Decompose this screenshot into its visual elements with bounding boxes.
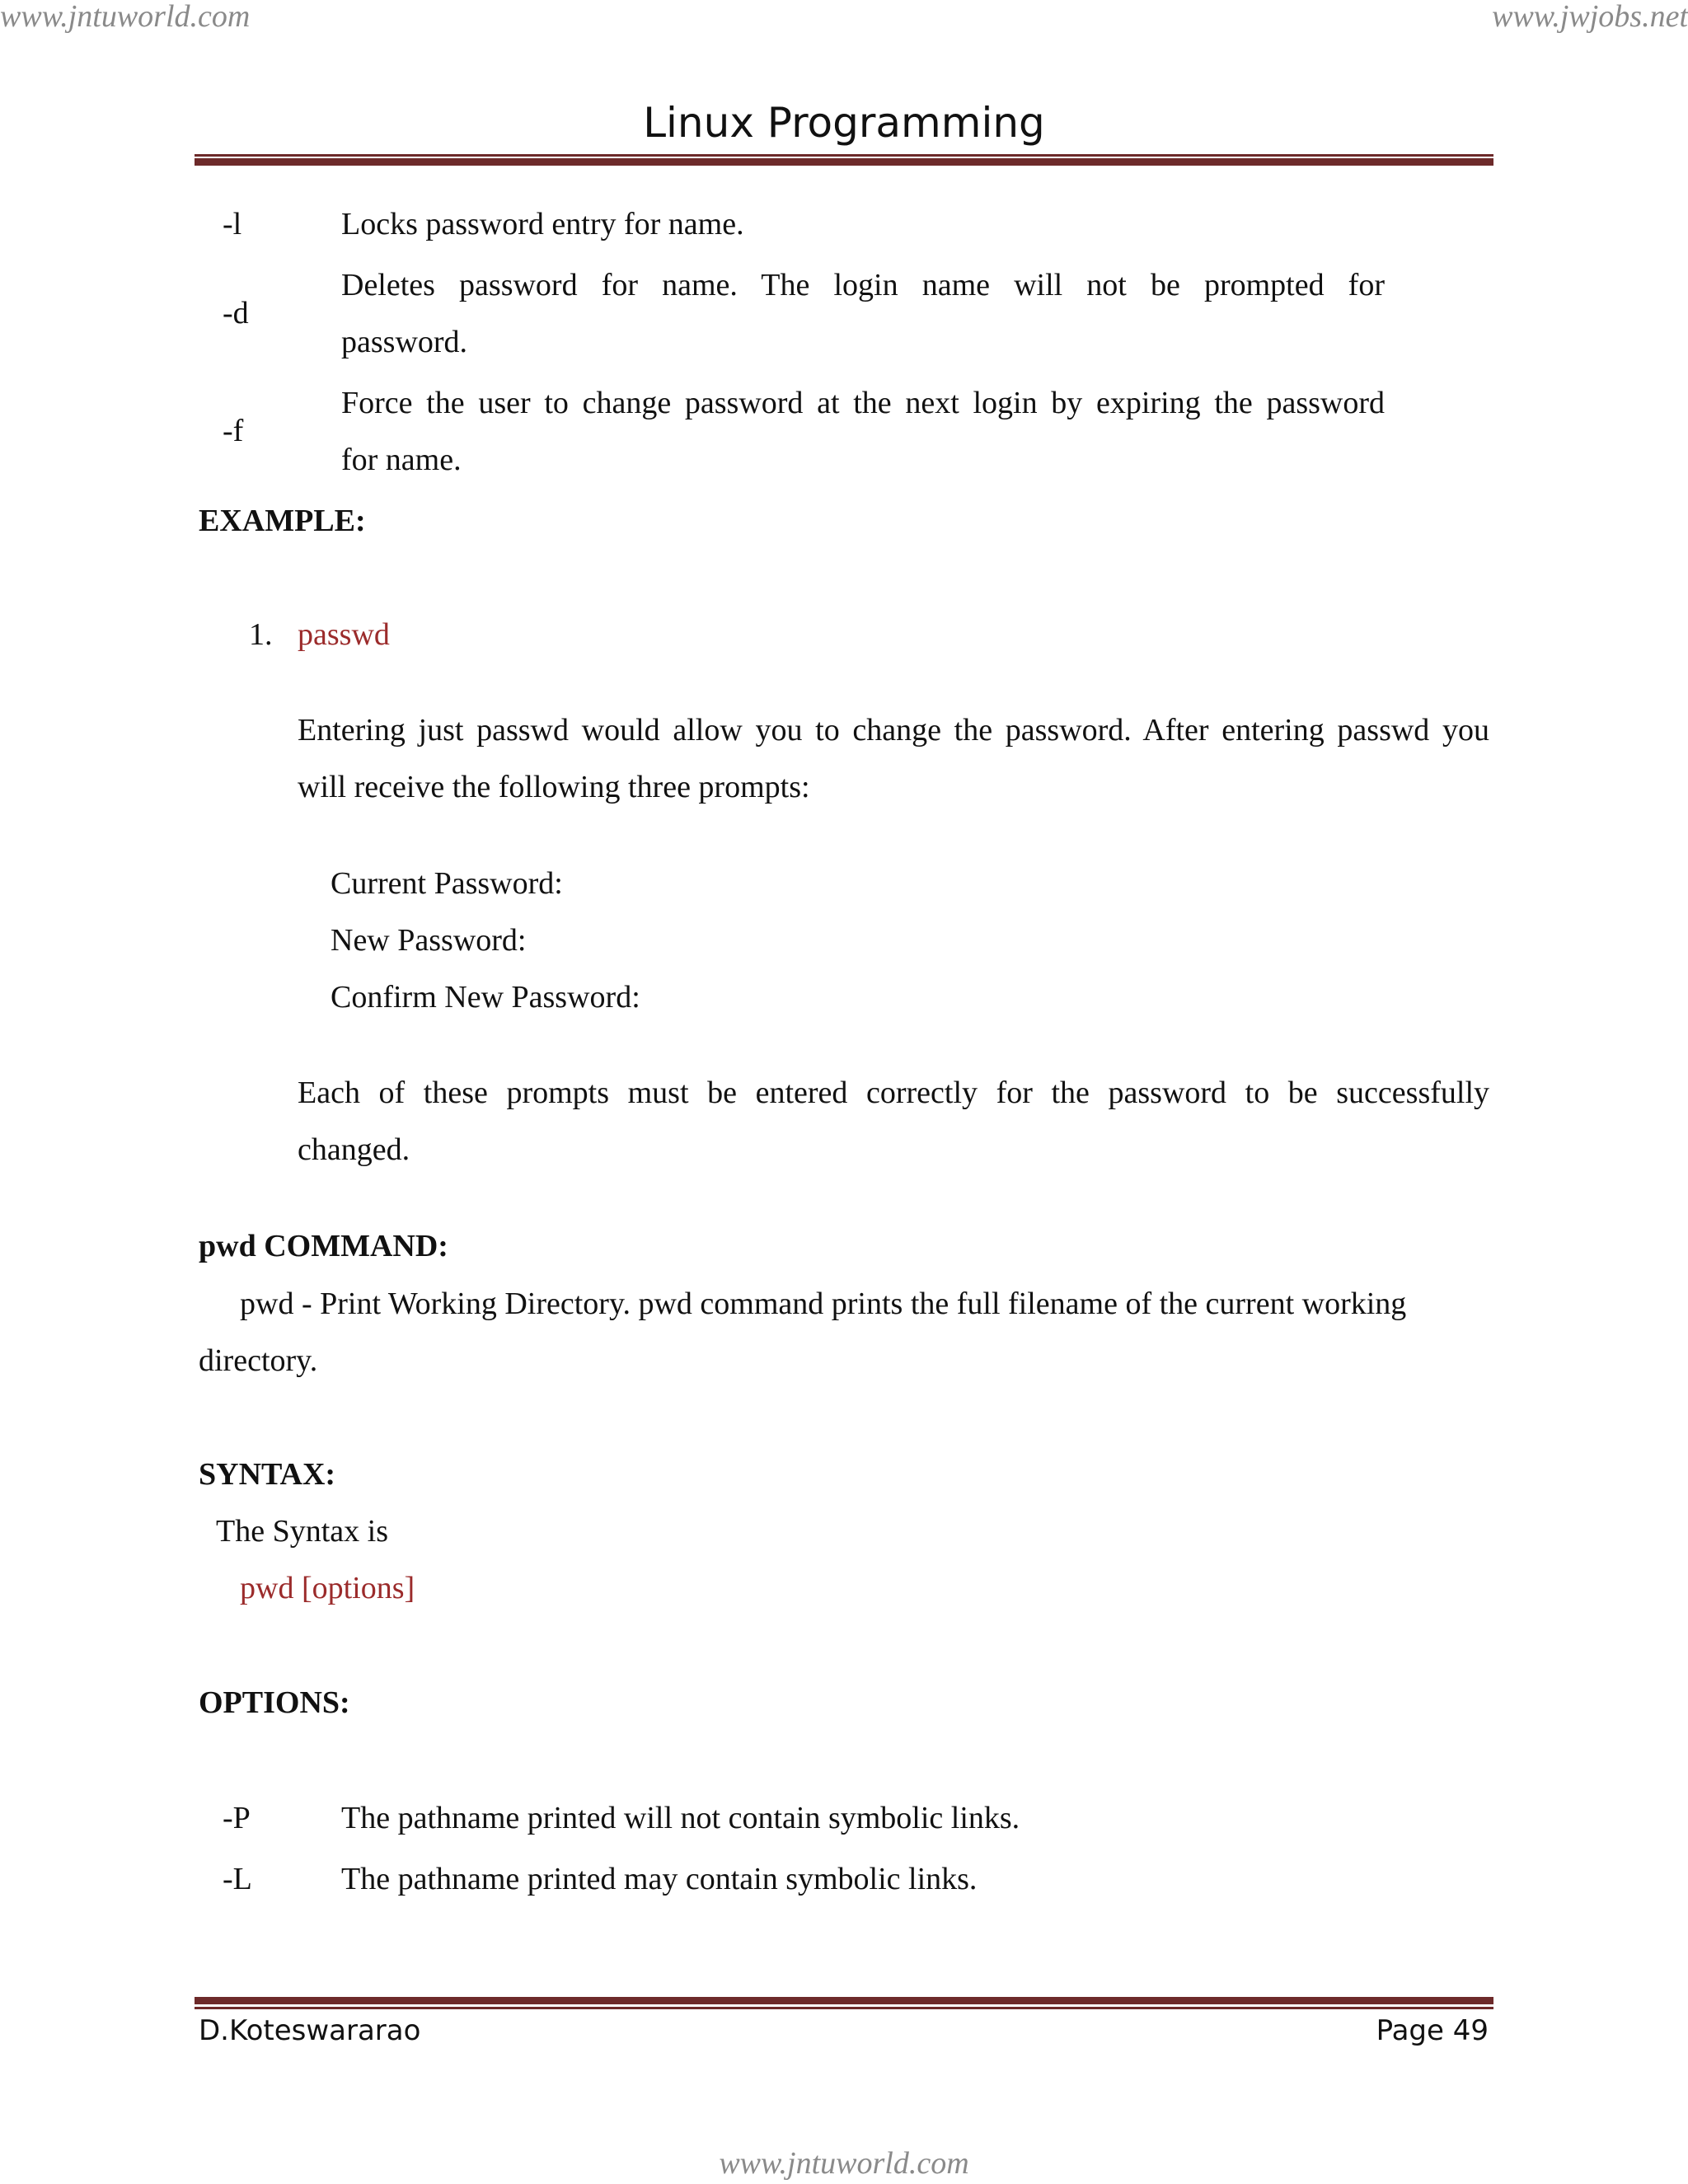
option-description: The pathname printed may contain symbolic links. xyxy=(341,1862,978,1896)
footer-page-number: Page 49 xyxy=(1376,2014,1489,2047)
watermark-top-left: www.jntuworld.com xyxy=(0,0,251,34)
example-closing-line: changed. xyxy=(298,1132,410,1167)
prompt-line: New Password: xyxy=(331,923,527,958)
prompt-line: Current Password: xyxy=(331,866,563,901)
pwd-description-line: directory. xyxy=(199,1343,318,1378)
watermark-top-right: www.jwjobs.net xyxy=(1492,0,1688,34)
option-description: Locks password entry for name. xyxy=(341,207,744,241)
option-description-line: for name. xyxy=(341,443,462,477)
watermark-bottom: www.jntuworld.com xyxy=(719,2146,969,2181)
footer-rule-thin xyxy=(195,2007,1493,2009)
header-rule-thick xyxy=(195,158,1493,166)
option-flag: -f xyxy=(223,414,244,448)
pwd-description-line: pwd - Print Working Directory. pwd command prints the full filename of the current working xyxy=(240,1286,1407,1321)
syntax-command: pwd [options] xyxy=(240,1571,415,1605)
document-title: Linux Programming xyxy=(643,99,1045,147)
options-heading: OPTIONS: xyxy=(199,1685,350,1720)
option-flag: -d xyxy=(223,296,249,330)
option-description: The pathname printed will not contain symbolic links. xyxy=(341,1801,1020,1835)
option-description-line: password. xyxy=(341,325,468,359)
option-flag: -l xyxy=(223,207,242,241)
example-closing-line: Each of these prompts must be entered correctly for the password to be successfully xyxy=(298,1076,1489,1110)
example-closing xyxy=(298,1065,1489,1179)
syntax-intro: The Syntax is xyxy=(216,1514,388,1549)
option-description-line: Deletes password for name. The login name will not be prompted for xyxy=(341,268,1385,302)
example-description-line: will receive the following three prompts: xyxy=(298,770,810,804)
option-description-line: Force the user to change password at the next login by expiring the password xyxy=(341,386,1385,420)
pwd-command-heading: pwd COMMAND: xyxy=(199,1229,448,1263)
example-command: passwd xyxy=(298,617,390,652)
option-flag: -P xyxy=(223,1801,251,1835)
option-flag: -L xyxy=(223,1862,252,1896)
footer-author: D.Koteswararao xyxy=(199,2014,421,2047)
example-description xyxy=(298,702,1489,816)
footer-rule-thick xyxy=(195,1997,1493,2004)
option-description xyxy=(341,257,1385,371)
list-item-number: 1. xyxy=(249,617,273,652)
example-heading: EXAMPLE: xyxy=(199,504,366,538)
header-rule-thin xyxy=(195,154,1493,157)
option-description xyxy=(341,375,1385,489)
prompt-line: Confirm New Password: xyxy=(331,980,640,1015)
syntax-heading: SYNTAX: xyxy=(199,1457,336,1492)
example-description-line: Entering just passwd would allow you to change the password. After entering passwd you xyxy=(298,713,1489,748)
